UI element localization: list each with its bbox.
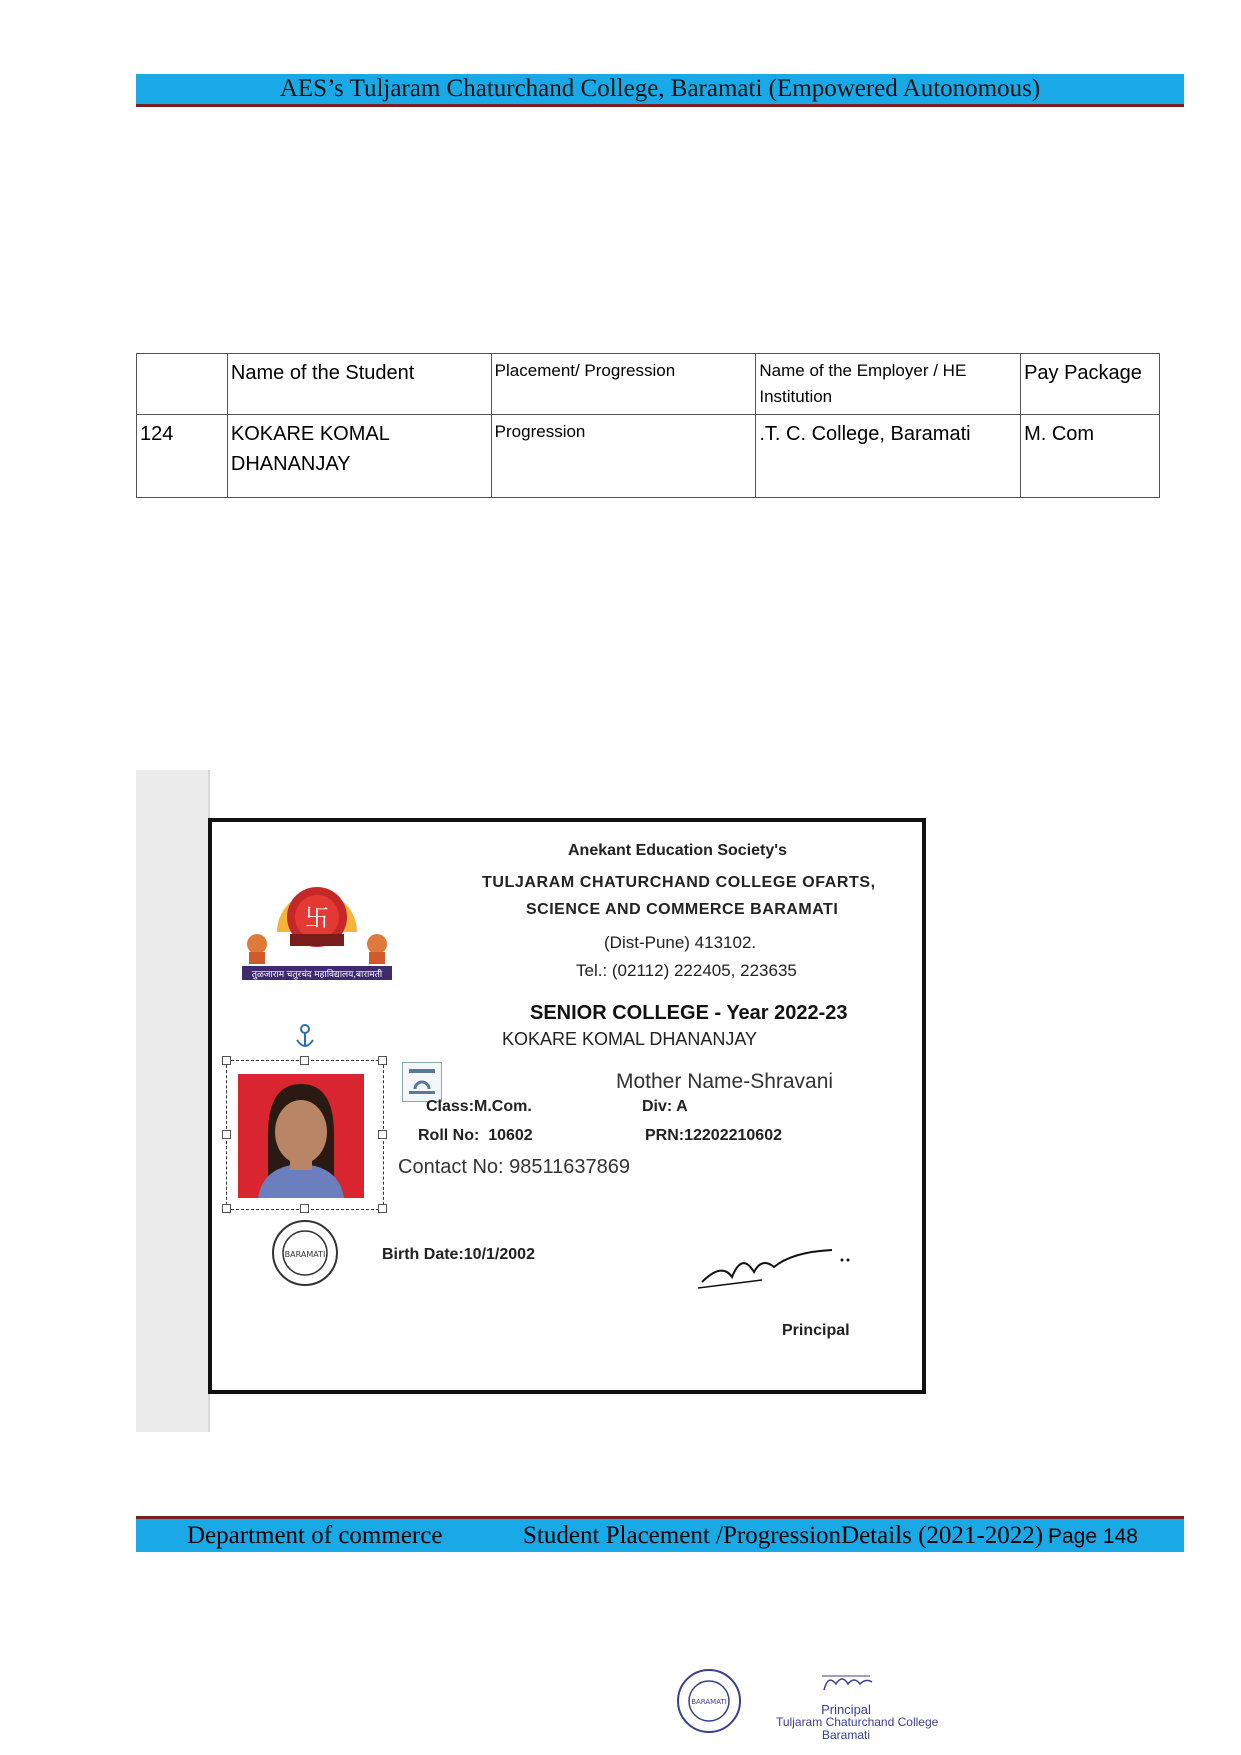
college-stamp-icon [270,1218,340,1288]
cell-employer: .T. C. College, Baramati [756,415,1021,498]
col-header-package: Pay Package [1021,354,1160,415]
district: (Dist-Pune) 413102. [604,933,757,952]
class-field: Class:M.Com. [426,1098,532,1115]
telephone: Tel.: (02112) 222405, 223635 [576,961,797,980]
resize-handle[interactable] [378,1130,387,1139]
layout-options-icon[interactable] [402,1062,442,1102]
principal-college: Tuljaram Chaturchand College [776,1715,939,1729]
bottom-stamp-label: BARAMATI [691,1698,727,1706]
footer-department: Department of commerce [187,1522,443,1549]
principal-city: Baramati [821,1728,871,1742]
div-field: Div: A [642,1098,688,1115]
prn: PRN:12202210602 [645,1127,782,1144]
mother-name: Mother Name-Shravani [616,1070,834,1093]
principal-signature-block [776,1670,939,1742]
cell-no: 124 [137,415,228,498]
resize-handle[interactable] [222,1056,231,1065]
id-card [208,818,926,1394]
resize-handle[interactable] [300,1204,309,1213]
resize-handle[interactable] [300,1056,309,1065]
birth-date: Birth Date:10/1/2002 [382,1246,535,1263]
col-header-placement: Placement/ Progression [491,354,756,415]
placement-table [136,353,1160,498]
contact-no: Contact No: 98511637869 [398,1156,631,1178]
table-header-row [137,354,1160,415]
resize-handle[interactable] [378,1056,387,1065]
stamp-label: BARAMATI [284,1250,326,1259]
roll-no: Roll No: 10602 [418,1127,533,1144]
student-name: KOKARE KOMAL DHANANJAY [502,1029,758,1049]
student-photo [238,1074,364,1198]
bottom-college-stamp-icon [676,1668,742,1734]
cell-name: KOKARE KOMAL DHANANJAY [227,415,491,498]
col-header-employer: Name of the Employer / HE Institution [756,354,1021,415]
cell-placement: Progression [491,415,756,498]
page-header-title: AES’s Tuljaram Chaturchand College, Baramati (Empowered Autonomous) [279,75,1041,102]
college-logo-icon [242,862,392,982]
col-header-no [137,354,228,415]
resize-handle[interactable] [222,1130,231,1139]
anchor-icon [294,1024,316,1050]
table-row [137,415,1160,498]
col-header-name: Name of the Student [227,354,491,415]
cell-package: M. Com [1021,415,1160,498]
college-name-line1: TULJARAM CHATURCHAND COLLEGE OFARTS, [482,874,876,891]
svg-text:卐: 卐 [305,904,329,932]
footer-page-number: Page 148 [1048,1525,1138,1548]
footer-details: Student Placement /ProgressionDetails (2021-2022) [523,1522,1044,1549]
principal-handwritten-signature [816,1670,876,1698]
society-name: Anekant Education Society's [568,842,787,859]
logo-caption: तुळजाराम चतुरचंद महाविद्यालय,बारामती [251,969,383,979]
college-name-line2: SCIENCE AND COMMERCE BARAMATI [526,901,839,918]
page-header-band [136,74,1184,107]
principal-label: Principal [782,1322,850,1339]
section-year: SENIOR COLLEGE - Year 2022-23 [530,1002,848,1024]
principal-signature [692,1232,872,1302]
principal-title: Principal [821,1702,871,1717]
document-margin-strip [136,770,210,1432]
resize-handle[interactable] [378,1204,387,1213]
page-footer-band [136,1516,1184,1552]
resize-handle[interactable] [222,1204,231,1213]
